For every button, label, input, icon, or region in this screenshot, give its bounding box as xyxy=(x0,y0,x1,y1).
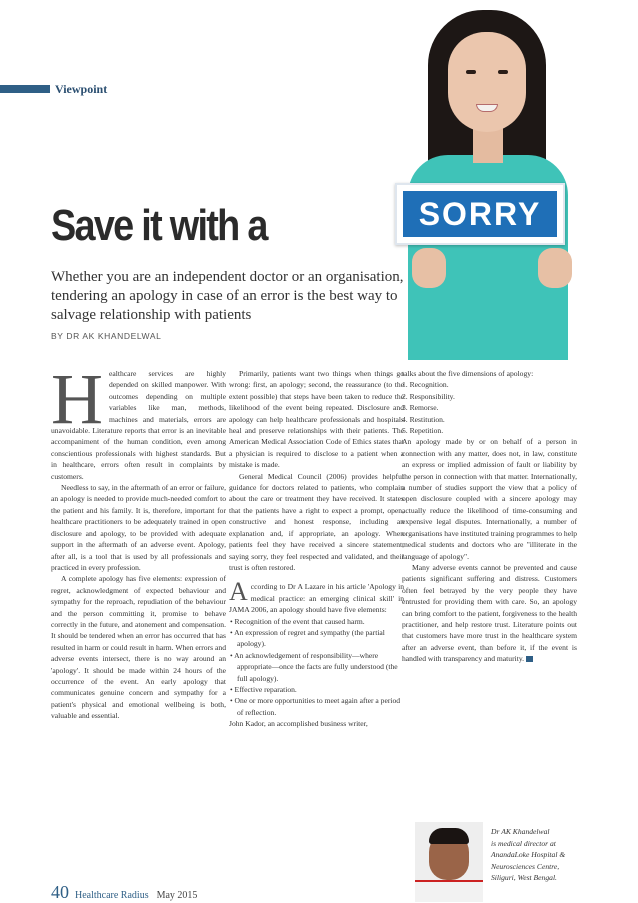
list-item: • Recognition of the event that caused harm. xyxy=(230,616,365,626)
paragraph: John Kador, an accomplished business writer, xyxy=(229,719,368,729)
sorry-sign-text: SORRY xyxy=(418,195,542,232)
paragraph: An apology made by or on behalf of a person in connection with any matter, does not, in law, constitute an express or implied admission of fault or liability by the person in connection with that matter. Internationally, a number of studies support the view that a policy of open disclosure coupled with a sincere apology may actually reduce the likelihood of time-consuming and expensive legal disputes. Internationally, a number of organisations have instituted training programmes to help medical students and doctors who are "illiterate in the language of apology". xyxy=(402,437,577,561)
author-bio xyxy=(491,826,591,884)
spacer xyxy=(229,573,404,581)
apology-elements-list xyxy=(229,616,404,719)
issue-date: May 2015 xyxy=(156,890,198,901)
list-item: • An expression of regret and sympathy (the partial apology). xyxy=(230,627,385,649)
author-bio-line: AnandaLoke Hospital & xyxy=(491,850,566,860)
author-bio-line: is medical director at xyxy=(491,838,556,848)
author-bio-line: Neurosciences Centre, xyxy=(491,861,560,871)
paragraph: Needless to say, in the aftermath of an error or failure, an apology is needed to provide much-needed comfort to the patient and his family. It is, therefore, important for healthcare practitioners to be adequately trained in open disclosure and apology, to be provided with adequate support in the aftermath of an adverse event. Apology, after all, is a tool that is used by all professionals and practiced in every profession. xyxy=(51,483,226,572)
paragraph: Primarily, patients want two things when things go wrong: first, an apology; second, the reassurance (to the extent possible) that steps have been taken to reduce the likelihood of the event being repeated. Disclosure and apology can help healthcare professionals and hospitals heal and preserve relationships with their patients. The American Medical Association Code of Ethics states that a physician is required to disclose to a patient when a mistake is made. xyxy=(229,369,404,470)
list-item: 3. Remorse. xyxy=(402,403,439,413)
sorry-sign-panel xyxy=(403,191,557,237)
page-number: 40 xyxy=(51,882,69,902)
column-2 xyxy=(229,368,404,730)
hero-eye-right xyxy=(498,70,508,74)
section-tag xyxy=(0,81,107,97)
hero-neck xyxy=(473,128,503,163)
hero-face xyxy=(448,32,526,132)
paragraph: General Medical Council (2006) provides helpful guidance for doctors related to patients, who complain about the care or treatment they have received. It states that the patients have a right to expect a prompt, open, constructive and honest response, including an explanation and, if appropriate, an apology. When patients feel they have received a sincere statement, saying sorry, they feel respected and validated, and their trust is often restored. xyxy=(229,471,404,572)
author-photo xyxy=(415,822,483,902)
list-item: 1. Recognition. xyxy=(402,380,449,390)
paragraph-last xyxy=(402,562,577,665)
end-mark-icon xyxy=(526,656,533,662)
author-body xyxy=(415,880,483,902)
list-item: 2. Responsibility. xyxy=(402,391,455,401)
article-byline: BY DR AK KHANDELWAL xyxy=(51,331,162,341)
author-bio-line: Dr AK Khandelwal xyxy=(491,827,550,836)
paragraph: ealthcare services are highly depended on skilled manpower. With outcomes depending on multiple variables like man, methods, machines and materials, errors are unavoidable. Literature reports that error is an inevitable accompaniment of the human condition, even among conscientious professionals with highest standards. But in healthcare, errors often result in complaints by customers. xyxy=(51,369,226,481)
sorry-sign xyxy=(395,183,565,245)
article-deck: Whether you are an independent doctor or an organisation, tendering an apology in case of an error is the best way to salvage relationship with patients xyxy=(51,269,404,323)
author-bio-line: Siliguri, West Bengal. xyxy=(491,873,557,883)
dropcap-a: A xyxy=(229,577,248,607)
list-item: 4. Restitution. xyxy=(402,414,445,424)
hero-eye-left xyxy=(466,70,476,74)
author-hair xyxy=(429,828,469,844)
section-bar xyxy=(0,85,50,93)
paragraph: ccording to Dr A Lazare in his article 'Apology in medical practice: an emerging clinical skill' in JAMA 2006, an apology should have five elements: xyxy=(229,582,404,615)
article-title: Save it with a xyxy=(51,201,267,250)
list-item: • Effective reparation. xyxy=(230,684,297,694)
page-footer xyxy=(51,882,197,903)
hero-hand-right xyxy=(538,248,572,288)
paragraph: talks about the five dimensions of apology: xyxy=(402,369,534,378)
column-1 xyxy=(51,359,226,722)
dropcap-h: H xyxy=(51,359,103,439)
section-label: Viewpoint xyxy=(55,81,108,96)
list-item: 5. Repetition. xyxy=(402,426,444,436)
paragraph: A complete apology has five elements: expression of regret, acknowledgment of expected behaviour and sympathy for the reproach, repudiation of the behaviour and the person committing it, promise to behave correctly in the future, and atonement and compensation. It should be tendered when an error has occurred that has resulted in harm or could result in harm. When errors and adverse events intersect, there is no way around an 'apology'. It should be made within 24 hours of the occurrence of the event. An early apology that communicates genuine concern and sympathy for a patient's physical and emotional wellbeing is both, valuable and essential. xyxy=(51,574,226,721)
column-3 xyxy=(402,368,577,665)
dimensions-list xyxy=(402,379,577,436)
list-item: • An acknowledgement of responsibility—where appropriate—once the facts are fully understood (the full apology). xyxy=(230,650,398,683)
publication-name: Healthcare Radius xyxy=(75,890,149,901)
list-item: • One or more opportunities to meet again after a period of reflection. xyxy=(230,696,401,717)
paragraph-text: Many adverse events cannot be prevented and cause patients significant suffering and distress. Customers often feel betrayed by the very people they have entrusted for providing them with care. So, an apology can bring comfort to the patient, forgiveness to the health practitioner, and help restore trust. Literature points out that customers have more trust in the healthcare system after an adverse event, than before it, if the event is handled with transparency and maturity. xyxy=(402,562,577,664)
